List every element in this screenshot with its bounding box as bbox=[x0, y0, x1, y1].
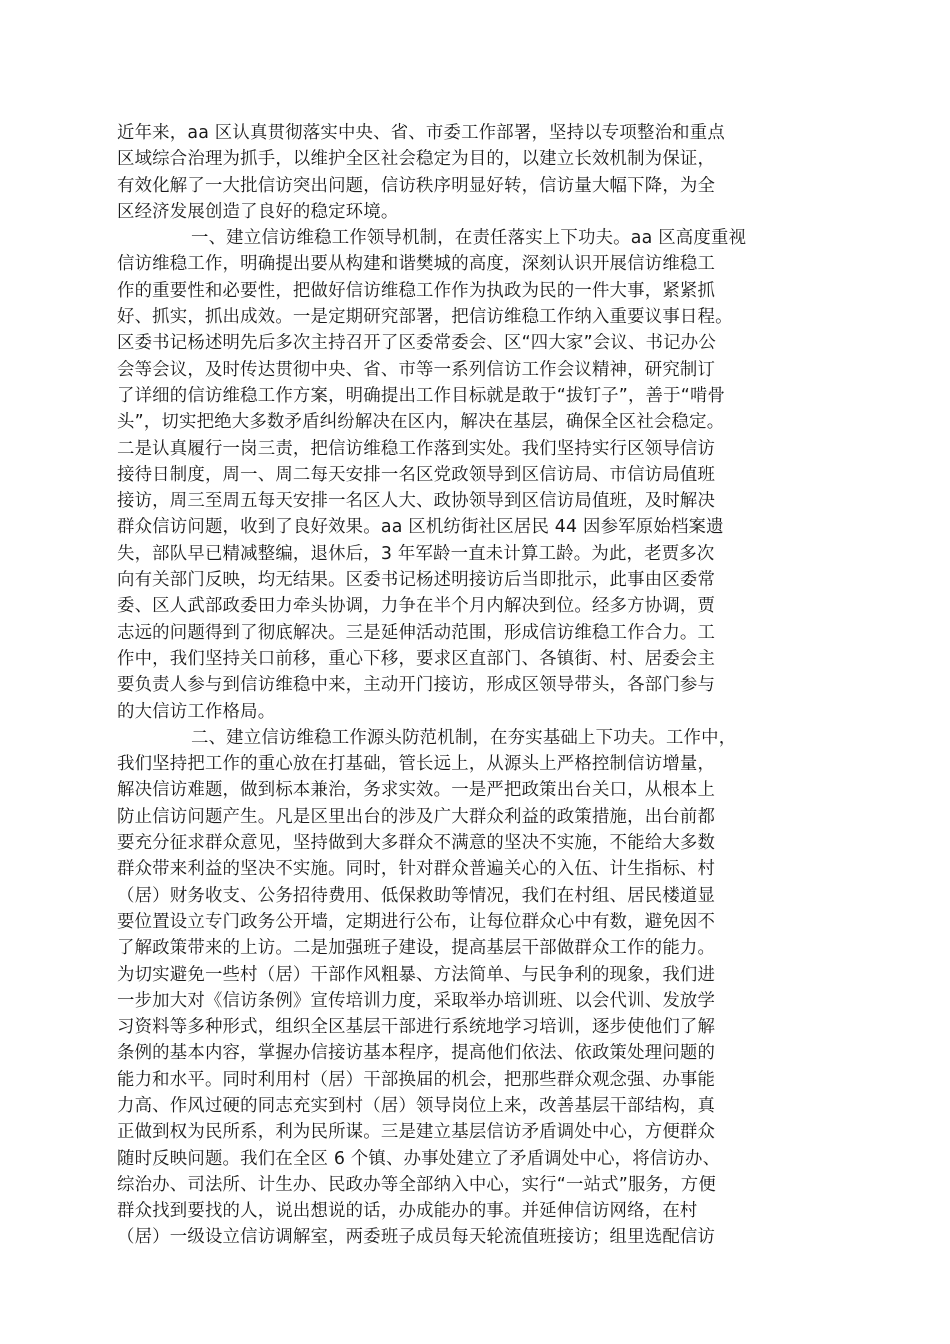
text-line: 解决信访难题，做到标本兼治，务求实效。一是严把政策出台关口，从根本上 bbox=[117, 780, 716, 801]
text-line: 志远的问题得到了彻底解决。三是延伸活动范围，形成信访维稳工作合力。工 bbox=[117, 622, 716, 643]
text-line: 为切实避免一些村（居）干部作风粗暴、方法简单、与民争利的现象，我们进 bbox=[117, 964, 716, 985]
document-body bbox=[117, 120, 807, 1251]
text-line: 区经济发展创造了良好的稳定环境。 bbox=[117, 201, 399, 222]
text-line: （居）财务收支、公务招待费用、低保救助等情况，我们在村组、居民楼道显 bbox=[117, 885, 716, 906]
text-line: 接待日制度，周一、周二每天安排一名区党政领导到区信访局、市信访局值班 bbox=[117, 464, 716, 485]
text-line: 要负责人参与到信访维稳中来，主动开门接访，形成区领导带头，各部门参与 bbox=[117, 675, 716, 696]
text-line: 作中，我们坚持关口前移，重心下移，要求区直部门、各镇街、村、居委会主 bbox=[117, 648, 716, 669]
text-line: 信访维稳工作，明确提出要从构建和谐樊城的高度，深刻认识开展信访维稳工 bbox=[117, 254, 716, 275]
text-line: 了详细的信访维稳工作方案，明确提出工作目标就是敢于“拔钉子”，善于“啃骨 bbox=[117, 385, 726, 406]
text-line: （居）一级设立信访调解室，两委班子成员每天轮流值班接访；组里选配信访 bbox=[117, 1227, 716, 1248]
text-line: 近年来，aa 区认真贯彻落实中央、省、市委工作部署，坚持以专项整治和重点 bbox=[117, 123, 725, 143]
text-line: 会等会议，及时传达贯彻中央、省、市等一系列信访工作会议精神，研究制订 bbox=[117, 359, 716, 380]
text-line: 防止信访问题产生。凡是区里出台的涉及广大群众利益的政策措施，出台前都 bbox=[117, 806, 716, 827]
text-line: 正做到权为民所系，利为民所谋。三是建立基层信访矛盾调处中心，方便群众 bbox=[117, 1122, 716, 1143]
text-line: 群众带来利益的坚决不实施。同时，针对群众普遍关心的入伍、计生指标、村 bbox=[117, 859, 716, 880]
text-line: 作的重要性和必要性，把做好信访维稳工作作为执政为民的一件大事，紧紧抓 bbox=[117, 280, 716, 301]
text-line: 能力和水平。同时利用村（居）干部换届的机会，把那些群众观念强、办事能 bbox=[117, 1069, 716, 1090]
text-line: 区委书记杨述明先后多次主持召开了区委常委会、区“四大家”会议、书记办公 bbox=[117, 333, 716, 354]
text-line: 一步加大对《信访条例》宣传培训力度，采取举办培训班、以会代训、发放学 bbox=[117, 990, 716, 1011]
text-line: 随时反映问题。我们在全区 6 个镇、办事处建立了矛盾调处中心，将信访办、 bbox=[117, 1148, 721, 1169]
text-line: 综治办、司法所、计生办、民政办等全部纳入中心，实行“一站式”服务，方便 bbox=[117, 1174, 716, 1195]
section-heading-line: 一、建立信访维稳工作领导机制，在责任落实上下功夫。aa 区高度重视 bbox=[191, 228, 747, 249]
text-line: 我们坚持把工作的重心放在打基础，管长远上，从源头上严格控制信访增量， bbox=[117, 754, 716, 775]
text-line: 向有关部门反映，均无结果。区委书记杨述明接访后当即批示，此事由区委常 bbox=[117, 570, 716, 591]
text-line: 要充分征求群众意见，坚持做到大多群众不满意的坚决不实施，不能给大多数 bbox=[117, 833, 716, 854]
text-line: 头”，切实把绝大多数矛盾纠纷解决在区内，解决在基层，确保全区社会稳定。 bbox=[117, 412, 725, 433]
section-heading-line: 二、建立信访维稳工作源头防范机制，在夯实基础上下功夫。工作中， bbox=[191, 727, 737, 748]
text-line: 习资料等多种形式，组织全区基层干部进行系统地学习培训，逐步使他们了解 bbox=[117, 1017, 716, 1038]
text-line: 二是认真履行一岗三责，把信访维稳工作落到实处。我们坚持实行区领导信访 bbox=[117, 438, 716, 459]
text-line: 的大信访工作格局。 bbox=[117, 701, 276, 722]
text-line: 了解政策带来的上访。二是加强班子建设，提高基层干部做群众工作的能力。 bbox=[117, 938, 716, 959]
text-line: 力高、作风过硬的同志充实到村（居）领导岗位上来，改善基层干部结构，真 bbox=[117, 1095, 716, 1116]
text-line: 委、区人武部政委田力牵头协调，力争在半个月内解决到位。经多方协调，贾 bbox=[117, 596, 716, 617]
text-line: 条例的基本内容，掌握办信接访基本程序，提高他们依法、依政策处理问题的 bbox=[117, 1043, 716, 1064]
text-line: 好、抓实，抓出成效。一是定期研究部署，把信访维稳工作纳入重要议事日程。 bbox=[117, 307, 733, 328]
text-line: 群众找到要找的人，说出想说的话，办成能办的事。并延伸信访网络，在村 bbox=[117, 1201, 698, 1222]
text-line: 有效化解了一大批信访突出问题，信访秩序明显好转，信访量大幅下降，为全 bbox=[117, 175, 716, 196]
text-line: 失，部队早已精减整编，退休后，3 年军龄一直未计算工龄。为此，老贾多次 bbox=[117, 543, 715, 564]
text-line: 群众信访问题，收到了良好效果。aa 区机纺街社区居民 44 因参军原始档案遗 bbox=[117, 517, 724, 538]
text-line: 区域综合治理为抓手，以维护全区社会稳定为目的，以建立长效机制为保证， bbox=[117, 149, 716, 170]
text-line: 接访，周三至周五每天安排一名区人大、政协领导到区信访局值班，及时解决 bbox=[117, 491, 716, 512]
text-line: 要位置设立专门政务公开墙，定期进行公布，让每位群众心中有数，避免因不 bbox=[117, 911, 716, 932]
